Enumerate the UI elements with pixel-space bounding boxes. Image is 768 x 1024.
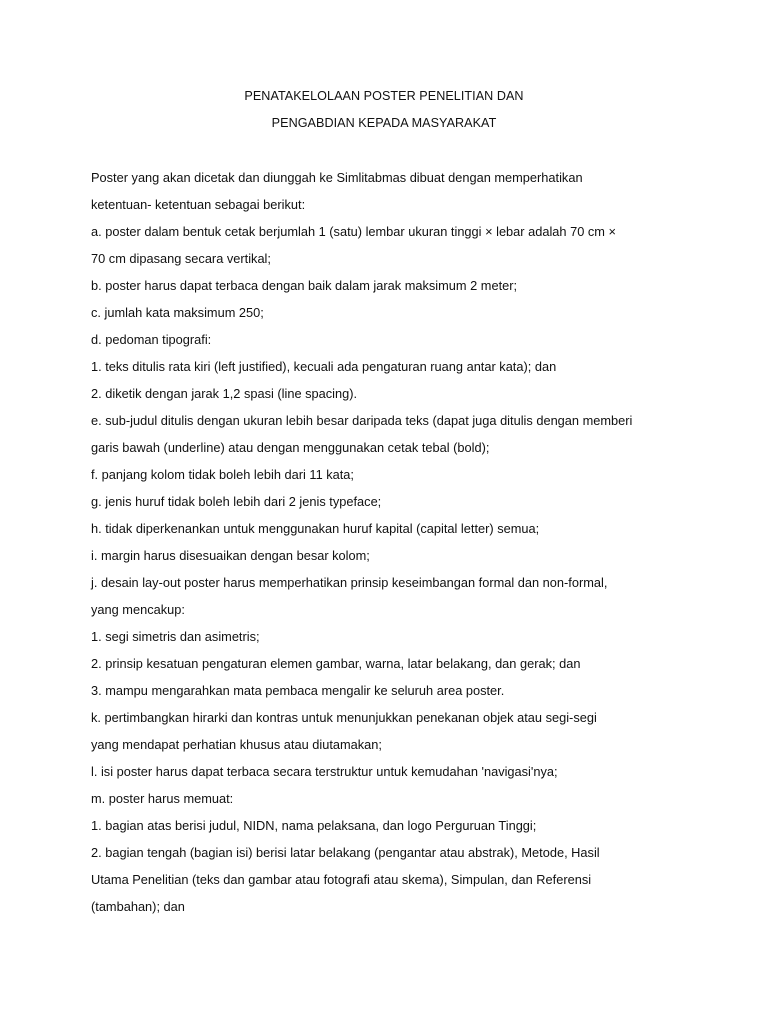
- body-line: m. poster harus memuat:: [91, 791, 234, 806]
- body-line: (tambahan); dan: [91, 899, 185, 914]
- body-line: 3. mampu mengarahkan mata pembaca mengalir ke seluruh area poster.: [91, 683, 505, 698]
- body-line: 1. segi simetris dan asimetris;: [91, 629, 260, 644]
- body-line: 2. diketik dengan jarak 1,2 spasi (line spacing).: [91, 386, 358, 401]
- body-line: a. poster dalam bentuk cetak berjumlah 1 (satu) lembar ukuran tinggi × lebar adalah 70 cm ×: [91, 224, 616, 239]
- body-line: f. panjang kolom tidak boleh lebih dari 11 kata;: [91, 467, 354, 482]
- body-line: yang mencakup:: [91, 602, 185, 617]
- body-line: c. jumlah kata maksimum 250;: [91, 305, 264, 320]
- body-line: j. desain lay-out poster harus memperhatikan prinsip keseimbangan formal dan non-formal,: [91, 575, 608, 590]
- body-line: ketentuan- ketentuan sebagai berikut:: [91, 197, 306, 212]
- document-title-line-1: PENATAKELOLAAN POSTER PENELITIAN DAN: [244, 89, 524, 103]
- body-line: 1. bagian atas berisi judul, NIDN, nama pelaksana, dan logo Perguruan Tinggi;: [91, 818, 537, 833]
- body-line: 2. prinsip kesatuan pengaturan elemen gambar, warna, latar belakang, dan gerak; dan: [91, 656, 581, 671]
- body-line: h. tidak diperkenankan untuk menggunakan huruf kapital (capital letter) semua;: [91, 521, 540, 536]
- body-line: k. pertimbangkan hirarki dan kontras untuk menunjukkan penekanan objek atau segi-segi: [91, 710, 597, 725]
- body-line: yang mendapat perhatian khusus atau diutamakan;: [91, 737, 382, 752]
- body-line: b. poster harus dapat terbaca dengan baik dalam jarak maksimum 2 meter;: [91, 278, 518, 293]
- body-line: 1. teks ditulis rata kiri (left justified), kecuali ada pengaturan ruang antar kata); dan: [91, 359, 557, 374]
- document-title-line-2: PENGABDIAN KEPADA MASYARAKAT: [271, 116, 497, 130]
- body-line: l. isi poster harus dapat terbaca secara terstruktur untuk kemudahan 'navigasi'nya;: [91, 764, 558, 779]
- body-line: garis bawah (underline) atau dengan menggunakan cetak tebal (bold);: [91, 440, 490, 455]
- body-line: e. sub-judul ditulis dengan ukuran lebih besar daripada teks (dapat juga ditulis dengan memberi: [91, 413, 633, 428]
- body-line: Poster yang akan dicetak dan diunggah ke Simlitabmas dibuat dengan memperhatikan: [91, 170, 583, 185]
- body-line: d. pedoman tipografi:: [91, 332, 212, 347]
- body-line: g. jenis huruf tidak boleh lebih dari 2 jenis typeface;: [91, 494, 382, 509]
- body-line: 2. bagian tengah (bagian isi) berisi latar belakang (pengantar atau abstrak), Metode, Hasil: [91, 845, 600, 860]
- body-line: Utama Penelitian (teks dan gambar atau fotografi atau skema), Simpulan, dan Referensi: [91, 872, 592, 887]
- body-line: 70 cm dipasang secara vertikal;: [91, 251, 271, 266]
- body-line: i. margin harus disesuaikan dengan besar kolom;: [91, 548, 370, 563]
